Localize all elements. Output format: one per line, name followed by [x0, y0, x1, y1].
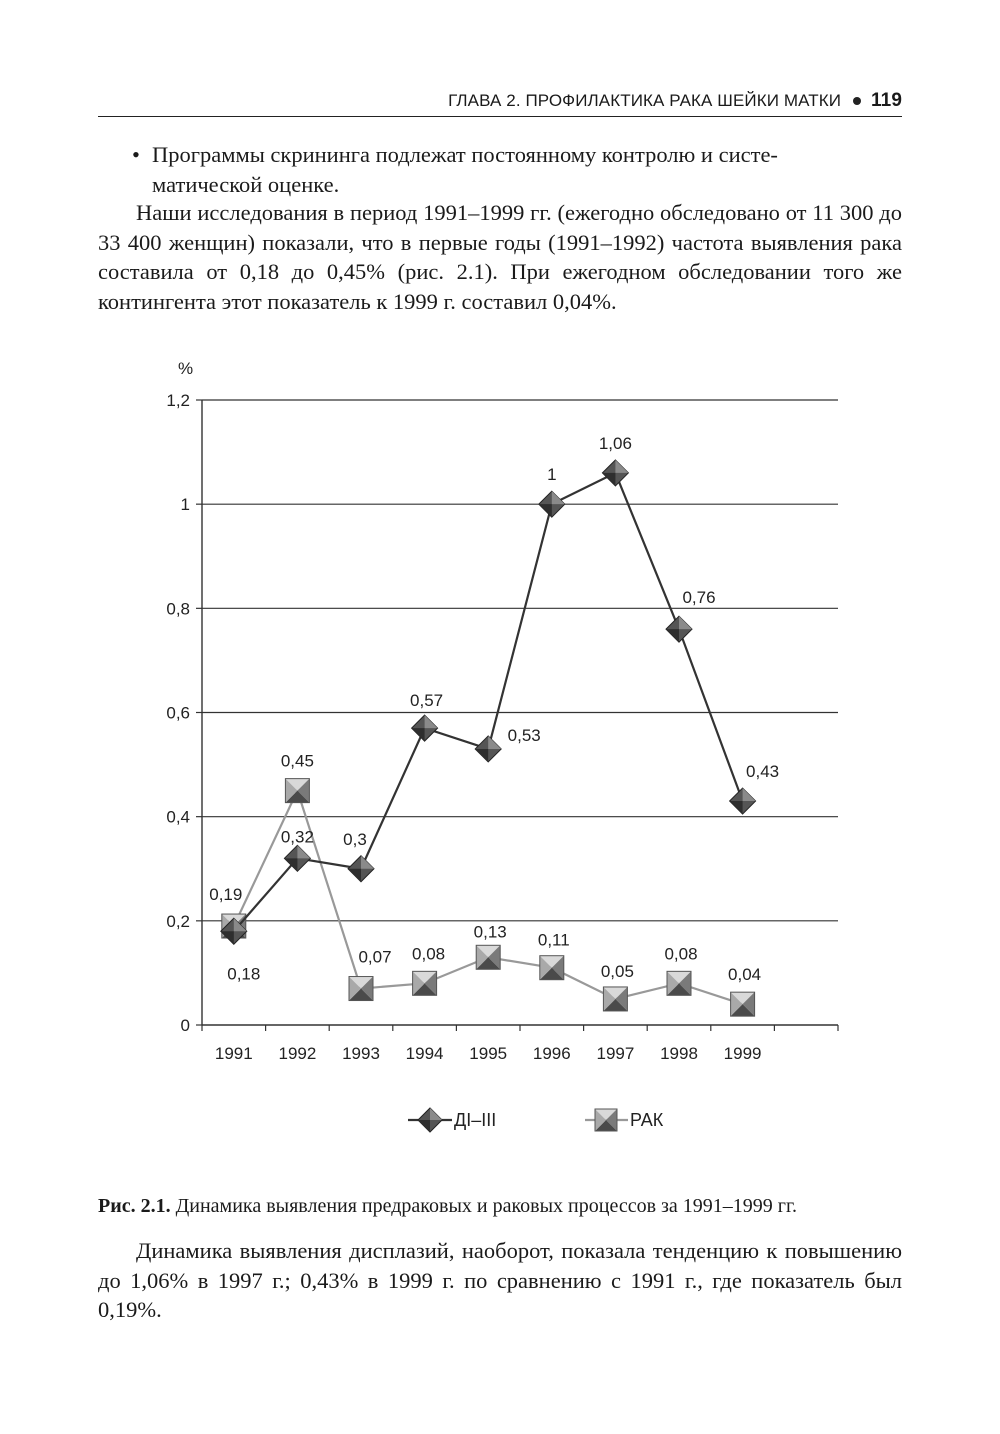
paragraph-1: Наши исследования в период 1991–1999 гг. (ежегодно обследовано от 11 300 до 33 400 женщин) показали, что в первые годы (1991–1992) частота выявления рака составила от 0,18 до 0,45% (рис. 2.1). При ежегодном обследовании того же контингента этот показатель к 1999 г. составил 0,04%. [98, 200, 902, 314]
diamond-facet [361, 856, 374, 869]
data-label: 0,45 [280, 751, 314, 771]
bullet-dot-icon [853, 97, 861, 105]
data-label: 0,3 [343, 829, 367, 849]
y-tick-label: 1,2 [166, 391, 190, 410]
data-label: 0,19 [209, 885, 243, 905]
data-label: 0,53 [507, 725, 541, 745]
diamond-facet [348, 869, 361, 882]
y-tick-label: 0,2 [166, 911, 190, 931]
y-tick-label: 0 [180, 1016, 190, 1035]
data-point-cancer [603, 987, 627, 1011]
x-tick-label: 1999 [723, 1044, 762, 1063]
y-tick-label: 1 [180, 495, 190, 515]
figure-caption [98, 1193, 902, 1219]
caption-label: Рис. 2.1. [98, 1195, 171, 1217]
data-label: 0,08 [664, 944, 698, 964]
data-label: 0,43 [746, 762, 780, 782]
data-point-dysplasia [666, 616, 692, 642]
bullet-text-line1: Программы скрининга подлежат постоянному контролю и систе- [152, 142, 778, 167]
diamond-facet [488, 736, 501, 749]
diamond-facet [730, 801, 743, 814]
running-header [98, 86, 902, 117]
caption-text: Динамика выявления предраковых и раковых процессов за 1991–1999 гг. [175, 1195, 797, 1217]
x-tick-label: 1993 [342, 1044, 380, 1063]
data-point-cancer [285, 779, 309, 803]
legend-marker-cancer [595, 1109, 617, 1131]
data-label: 0,05 [600, 961, 634, 981]
data-point-dysplasia [730, 788, 756, 814]
line-chart [0, 350, 1000, 1150]
diamond-facet [412, 728, 425, 741]
x-tick-label: 1998 [660, 1044, 698, 1063]
data-point-cancer [731, 992, 755, 1016]
x-tick-label: 1992 [278, 1044, 317, 1063]
diamond-facet [666, 629, 679, 642]
data-point-cancer [540, 956, 564, 980]
data-point-dysplasia [475, 736, 501, 762]
data-point-dysplasia [539, 491, 565, 517]
data-point-dysplasia [602, 460, 628, 486]
x-tick-label: 1997 [596, 1044, 635, 1063]
y-tick-label: 0,4 [166, 807, 190, 827]
bullet-symbol: • [132, 142, 140, 167]
diamond-facet [425, 715, 438, 728]
data-point-dysplasia [412, 715, 438, 741]
data-label: 1,06 [598, 433, 632, 453]
data-point-cancer [476, 945, 500, 969]
data-label: 0,13 [473, 922, 507, 942]
data-point-cancer [413, 971, 437, 995]
y-axis-label: % [178, 359, 194, 378]
bullet-text-line2: матической оценке. [152, 171, 340, 197]
x-tick-label: 1995 [469, 1044, 508, 1063]
data-label: 0,57 [410, 691, 444, 711]
series-line-dysplasia [234, 473, 743, 931]
diamond-facet [297, 845, 310, 858]
x-tick-label: 1991 [214, 1044, 253, 1063]
data-label: 0,07 [358, 947, 392, 967]
data-label: 0,18 [227, 964, 261, 984]
chapter-title: ГЛАВА 2. ПРОФИЛАКТИКА РАКА ШЕЙКИ МАТКИ [448, 91, 842, 110]
legend-marker-dysplasia [418, 1108, 442, 1132]
legend-label-cancer: РАК [630, 1110, 664, 1130]
x-tick-label: 1996 [532, 1044, 571, 1063]
data-label: 1 [547, 465, 557, 485]
data-label: 0,04 [728, 965, 762, 985]
x-tick-label: 1994 [405, 1044, 444, 1063]
y-tick-label: 0,6 [166, 703, 190, 723]
paragraph-2: Динамика выявления дисплазий, наоборот, показала тенденцию к повышению до 1,06% в 1997 г.; 0,43% в 1999 г. по сравнению с 1991 г., где показатель был 0,19%. [98, 1238, 902, 1322]
y-tick-label: 0,8 [166, 599, 190, 619]
data-label: 0,08 [412, 944, 446, 964]
data-point-dysplasia [348, 856, 374, 882]
data-point-cancer [667, 971, 691, 995]
data-point-cancer [349, 977, 373, 1001]
data-label: 0,32 [280, 827, 314, 847]
data-label: 0,11 [537, 930, 570, 950]
legend-label-dysplasia: ДI–III [454, 1110, 497, 1130]
series-line-cancer [234, 791, 743, 1005]
data-label: 0,76 [682, 588, 716, 608]
bullet-item [98, 140, 902, 199]
page-number: 119 [871, 90, 902, 111]
